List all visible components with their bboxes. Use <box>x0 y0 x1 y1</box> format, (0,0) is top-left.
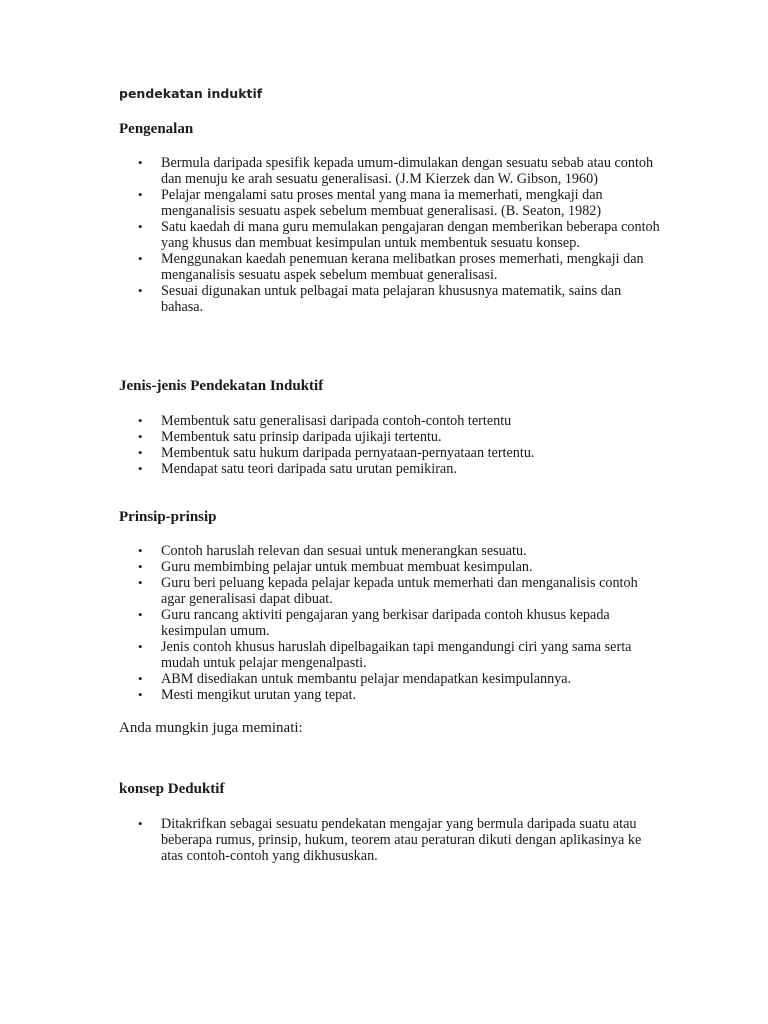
list-item: • Guru membimbing pelajar untuk membuat membuat kesimpulan. <box>0 559 661 575</box>
list-item: • Jenis contoh khusus haruslah dipelbagaikan tapi mengandungi ciri yang sama serta mudah untuk pelajar mengenalpasti. <box>0 639 661 671</box>
deduktif-list <box>0 816 768 864</box>
list-item: • Mesti mengikut urutan yang tepat. <box>0 687 661 703</box>
list-item: • Bermula daripada spesifik kepada umum-dimulakan dengan sesuatu sebab atau contoh dan menuju ke arah sesuatu generalisasi. (J.M Kierzek dan W. Gibson, 1960) <box>0 155 661 187</box>
section-heading-prinsip: Prinsip-prinsip <box>119 509 217 525</box>
section-heading-jenis: Jenis-jenis Pendekatan Induktif <box>119 378 324 394</box>
list-item: • Menggunakan kaedah penemuan kerana melibatkan proses memerhati, mengkaji dan menganalisis sesuatu aspek sebelum membuat generalisasi. <box>0 251 661 283</box>
list-item: • ABM disediakan untuk membantu pelajar mendapatkan kesimpulannya. <box>0 671 661 687</box>
list-item: • Membentuk satu prinsip daripada ujikaji tertentu. <box>0 429 661 445</box>
list-item: • Contoh haruslah relevan dan sesuai untuk menerangkan sesuatu. <box>0 543 661 559</box>
section-heading-deduktif: konsep Deduktif <box>119 781 225 797</box>
jenis-list <box>0 413 768 477</box>
list-item: • Membentuk satu hukum daripada pernyataan-pernyataan tertentu. <box>0 445 661 461</box>
list-item: • Guru beri peluang kepada pelajar kepada untuk memerhati dan menganalisis contoh agar generalisasi dapat dibuat. <box>0 575 661 607</box>
list-item: • Satu kaedah di mana guru memulakan pengajaran dengan memberikan beberapa contoh yang khusus dan membuat kesimpulan untuk membentuk sesuatu konsep. <box>0 219 661 251</box>
list-item: • Guru rancang aktiviti pengajaran yang berkisar daripada contoh khusus kepada kesimpulan umum. <box>0 607 661 639</box>
section-heading-pengenalan: Pengenalan <box>119 121 194 137</box>
list-item: • Ditakrifkan sebagai sesuatu pendekatan mengajar yang bermula daripada suatu atau beberapa rumus, prinsip, hukum, teorem atau peraturan dikuti dengan aplikasinya ke atas contoh-contoh yang dikhususkan. <box>0 816 661 864</box>
also-like-text: Anda mungkin juga meminati: <box>119 720 303 736</box>
list-item: • Pelajar mengalami satu proses mental yang mana ia memerhati, mengkaji dan menganalisis sesuatu aspek sebelum membuat generalisasi. (B. Seaton, 1982) <box>0 187 661 219</box>
prinsip-list <box>0 543 768 703</box>
list-item: • Membentuk satu generalisasi daripada contoh-contoh tertentu <box>0 413 661 429</box>
list-item: • Mendapat satu teori daripada satu urutan pemikiran. <box>0 461 661 477</box>
pengenalan-list <box>0 155 768 315</box>
document-title: pendekatan induktif <box>119 86 263 101</box>
list-item: • Sesuai digunakan untuk pelbagai mata pelajaran khususnya matematik, sains dan bahasa. <box>0 283 661 315</box>
